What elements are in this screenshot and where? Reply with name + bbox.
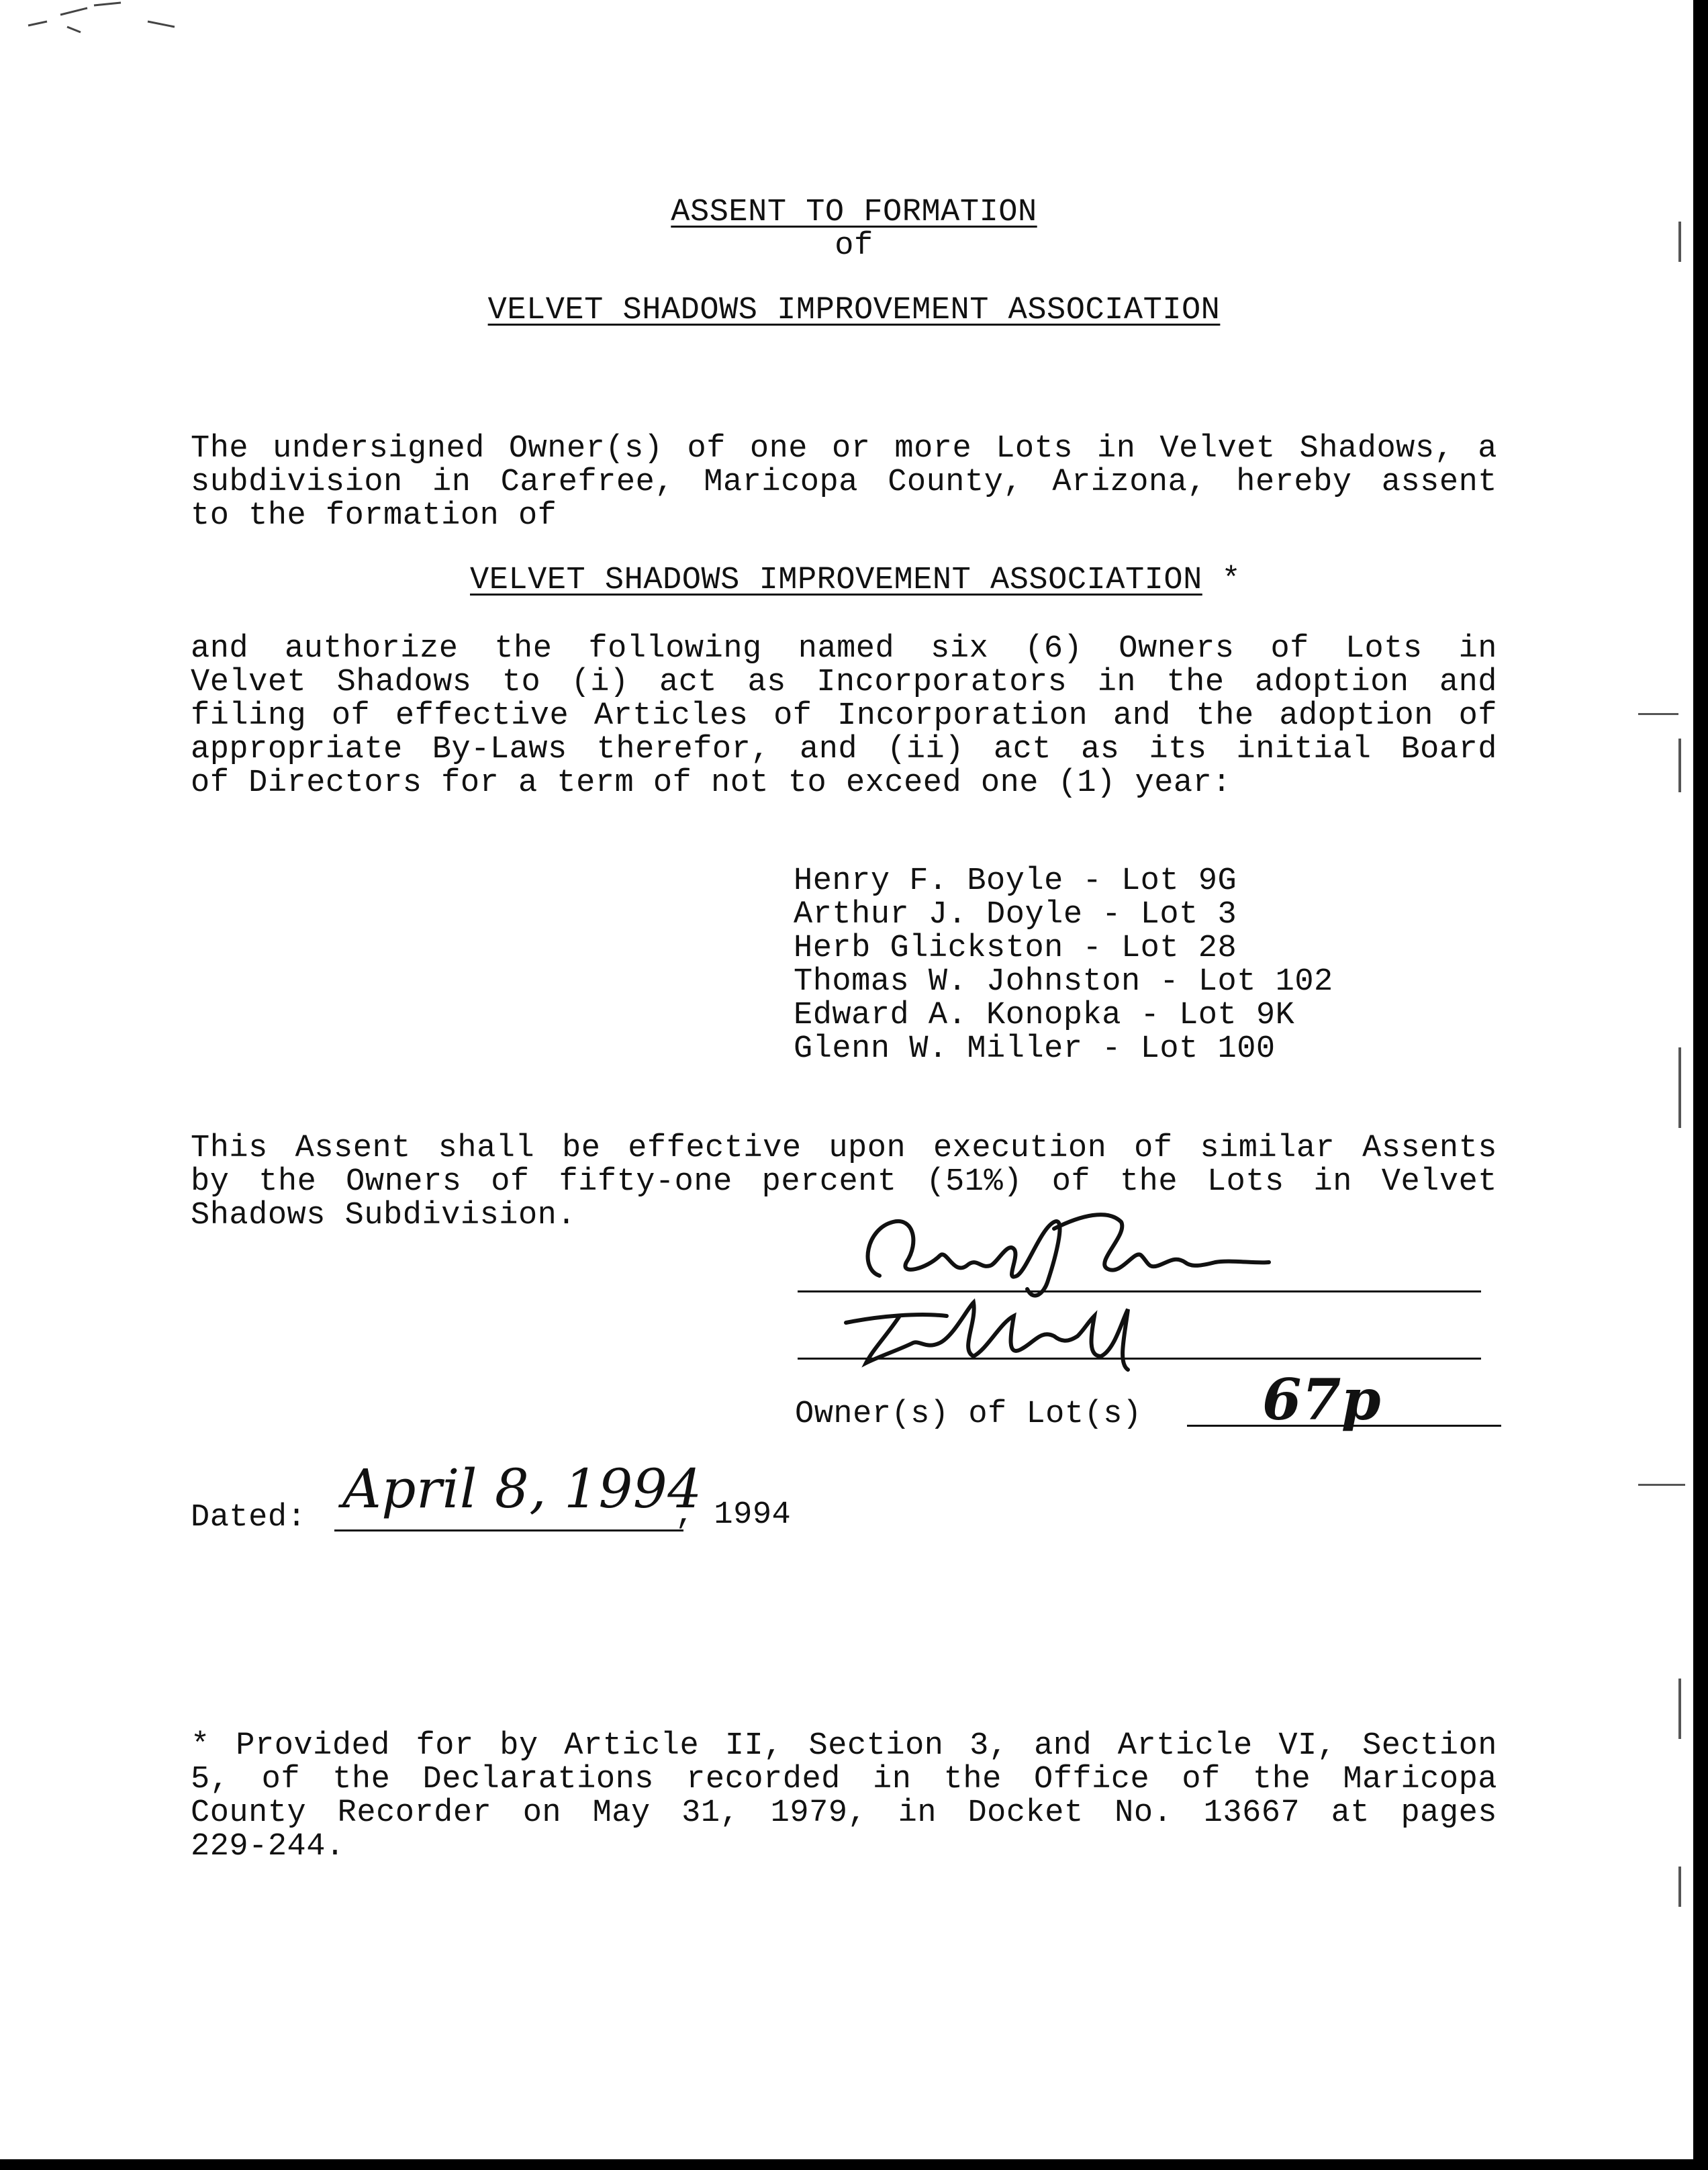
signature-1 [853,1202,1282,1303]
para3-line1: This Assent shall be effective upon execution of similar Assents [191,1131,1497,1166]
scan-speck [1678,1679,1681,1739]
title-assent: ASSENT TO FORMATION [671,195,1037,230]
para2-line5: of Directors for a term of not to exceed one (1) year: [191,765,1232,801]
para3-line2: by the Owners of fifty-one percent (51%) of the Lots in Velvet [191,1164,1497,1200]
scan-speck [1678,739,1681,792]
scan-speck [1678,222,1681,262]
owner-list-item: Henry F. Boyle - Lot 9G [794,863,1237,899]
signature-2 [839,1296,1175,1376]
owner-of-lots-value: 67p [1262,1366,1382,1433]
owner-list-item: Thomas W. Johnston - Lot 102 [794,964,1333,1000]
para2-line4: appropriate By-Laws therefor, and (ii) act as its initial Board [191,732,1497,767]
owner-list-item: Edward A. Konopka - Lot 9K [794,998,1295,1033]
association-heading [470,564,1241,598]
owner-of-lots-label: Owner(s) of Lot(s) [795,1397,1142,1432]
para1-line1: The undersigned Owner(s) of one or more Lots in Velvet Shadows, a [191,431,1497,467]
scan-speck [1638,1484,1685,1486]
para2-line3: filing of effective Articles of Incorporation and the adoption of [191,698,1497,734]
para3-line3: Shadows Subdivision. [191,1198,577,1233]
scan-mark [20,0,181,40]
dated-value: April 8, 1994 [342,1458,702,1520]
owner-list-item: Herb Glickston - Lot 28 [794,931,1237,966]
footnote-line2: 5, of the Declarations recorded in the Office of the Maricopa [191,1762,1497,1797]
footnote-line1: * Provided for by Article II, Section 3, and Article VI, Section [191,1728,1497,1764]
dated-label: Dated: [191,1500,307,1536]
footnote-line3: County Recorder on May 31, 1979, in Docket No. 13667 at pages [191,1795,1497,1831]
para2-line1: and authorize the following named six (6) Owners of Lots in [191,631,1497,667]
owner-list-item: Glenn W. Miller - Lot 100 [794,1031,1276,1067]
para1-line3: to the formation of [191,498,557,534]
title-association: VELVET SHADOWS IMPROVEMENT ASSOCIATION [487,293,1221,328]
association-asterisk: * [1202,563,1241,598]
dated-year: , 1994 [675,1497,792,1533]
title-of: of [835,228,873,264]
association-heading-text: VELVET SHADOWS IMPROVEMENT ASSOCIATION [470,563,1202,598]
scan-border-bottom [0,2159,1708,2170]
dated-line [334,1529,683,1531]
para1-line2: subdivision in Carefree, Maricopa County, Arizona, hereby assent [191,465,1497,500]
owner-list-item: Arthur J. Doyle - Lot 3 [794,897,1237,933]
scan-speck [1638,713,1678,715]
para2-line2: Velvet Shadows to (i) act as Incorporators in the adoption and [191,665,1497,700]
scan-speck [1678,1867,1681,1907]
footnote-line4: 229-244. [191,1829,345,1865]
scan-speck [1678,1047,1681,1128]
